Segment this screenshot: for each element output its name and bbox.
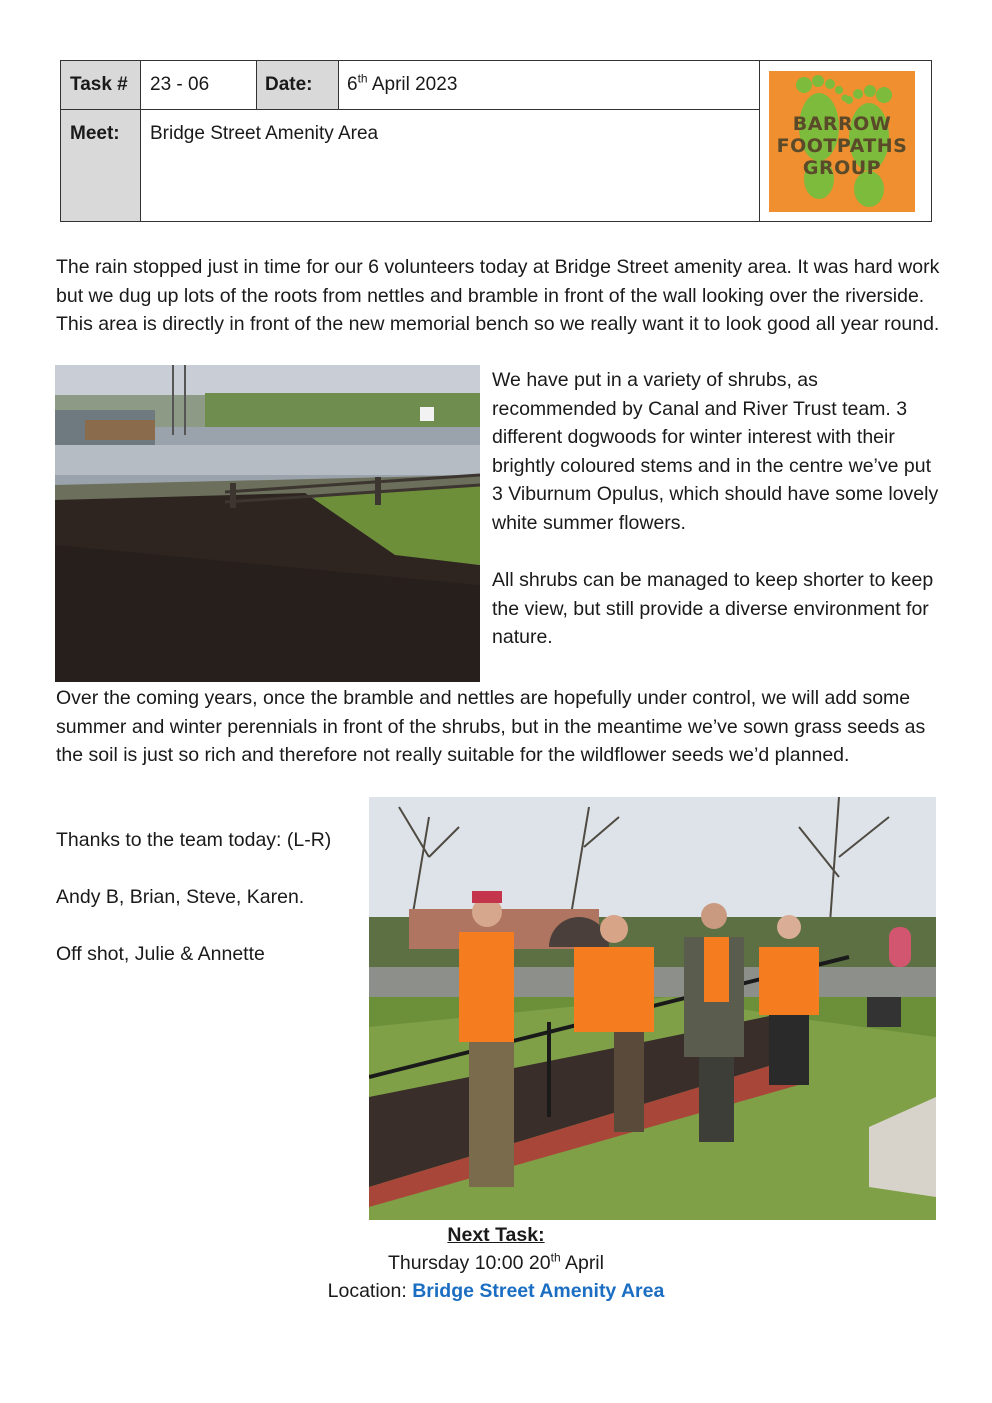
logo-cell	[760, 61, 931, 221]
location-link[interactable]: Bridge Street Amenity Area	[412, 1280, 665, 1302]
future-paragraph: Over the coming years, once the bramble and nettles are hopefully under control, we will add some summer and winter perennials in front of the shrubs, but in the meantime we’ve sown grass seeds as the soil is just so rich and therefore not really suitable for the wildflower seeds we’d planned.	[56, 687, 926, 767]
next-task-block	[0, 1221, 992, 1305]
header-table	[60, 60, 932, 222]
task-value: 23 - 06	[141, 61, 257, 110]
next-task-when: Thursday 10:00 20th April	[388, 1250, 604, 1274]
logo-line-2: FOOTPATHS	[776, 135, 908, 157]
volunteers-photo	[369, 797, 936, 1220]
next-task-heading-text: Next Task:	[447, 1224, 545, 1246]
meet-label: Meet:	[61, 110, 141, 221]
intro-paragraph: The rain stopped just in time for our 6 volunteers today at Bridge Street amenity area. It was hard work but we dug up lots of the roots from nettles and bramble in front of the wall looking over the riverside. This area is directly in front of the new memorial bench so we really want it to look good all year round.	[56, 256, 940, 336]
volunteers-image	[369, 797, 936, 1220]
managed-paragraph: All shrubs can be managed to keep shorter to keep the view, but still provide a diverse environment for nature.	[492, 569, 934, 649]
shrubs-paragraph: We have put in a variety of shrubs, as recommended by Canal and River Trust team. 3 different dogwoods for winter interest with their brightly coloured stems and in the centre we’ve put 3 Viburnum Opulus, which should have some lovely white summer flowers.	[492, 369, 939, 534]
task-label: Task #	[61, 61, 141, 110]
offshot-text: Off shot, Julie & Annette	[56, 943, 265, 965]
team-names: Andy B, Brian, Steve, Karen.	[56, 886, 305, 908]
date-value: 6th April 2023	[339, 61, 760, 110]
date-label: Date:	[257, 61, 339, 110]
thanks-text: Thanks to the team today: (L-R)	[56, 829, 332, 851]
river-bed-photo	[55, 365, 480, 682]
meet-value: Bridge Street Amenity Area	[141, 110, 760, 221]
barrow-footpaths-logo	[769, 71, 915, 212]
logo-line-1: BARROW	[792, 113, 892, 135]
river-bed-image	[55, 365, 480, 682]
logo-line-3: GROUP	[802, 157, 882, 179]
next-task-heading	[0, 1221, 992, 1249]
next-task-location: Location: Bridge Street Amenity Area	[327, 1280, 665, 1302]
